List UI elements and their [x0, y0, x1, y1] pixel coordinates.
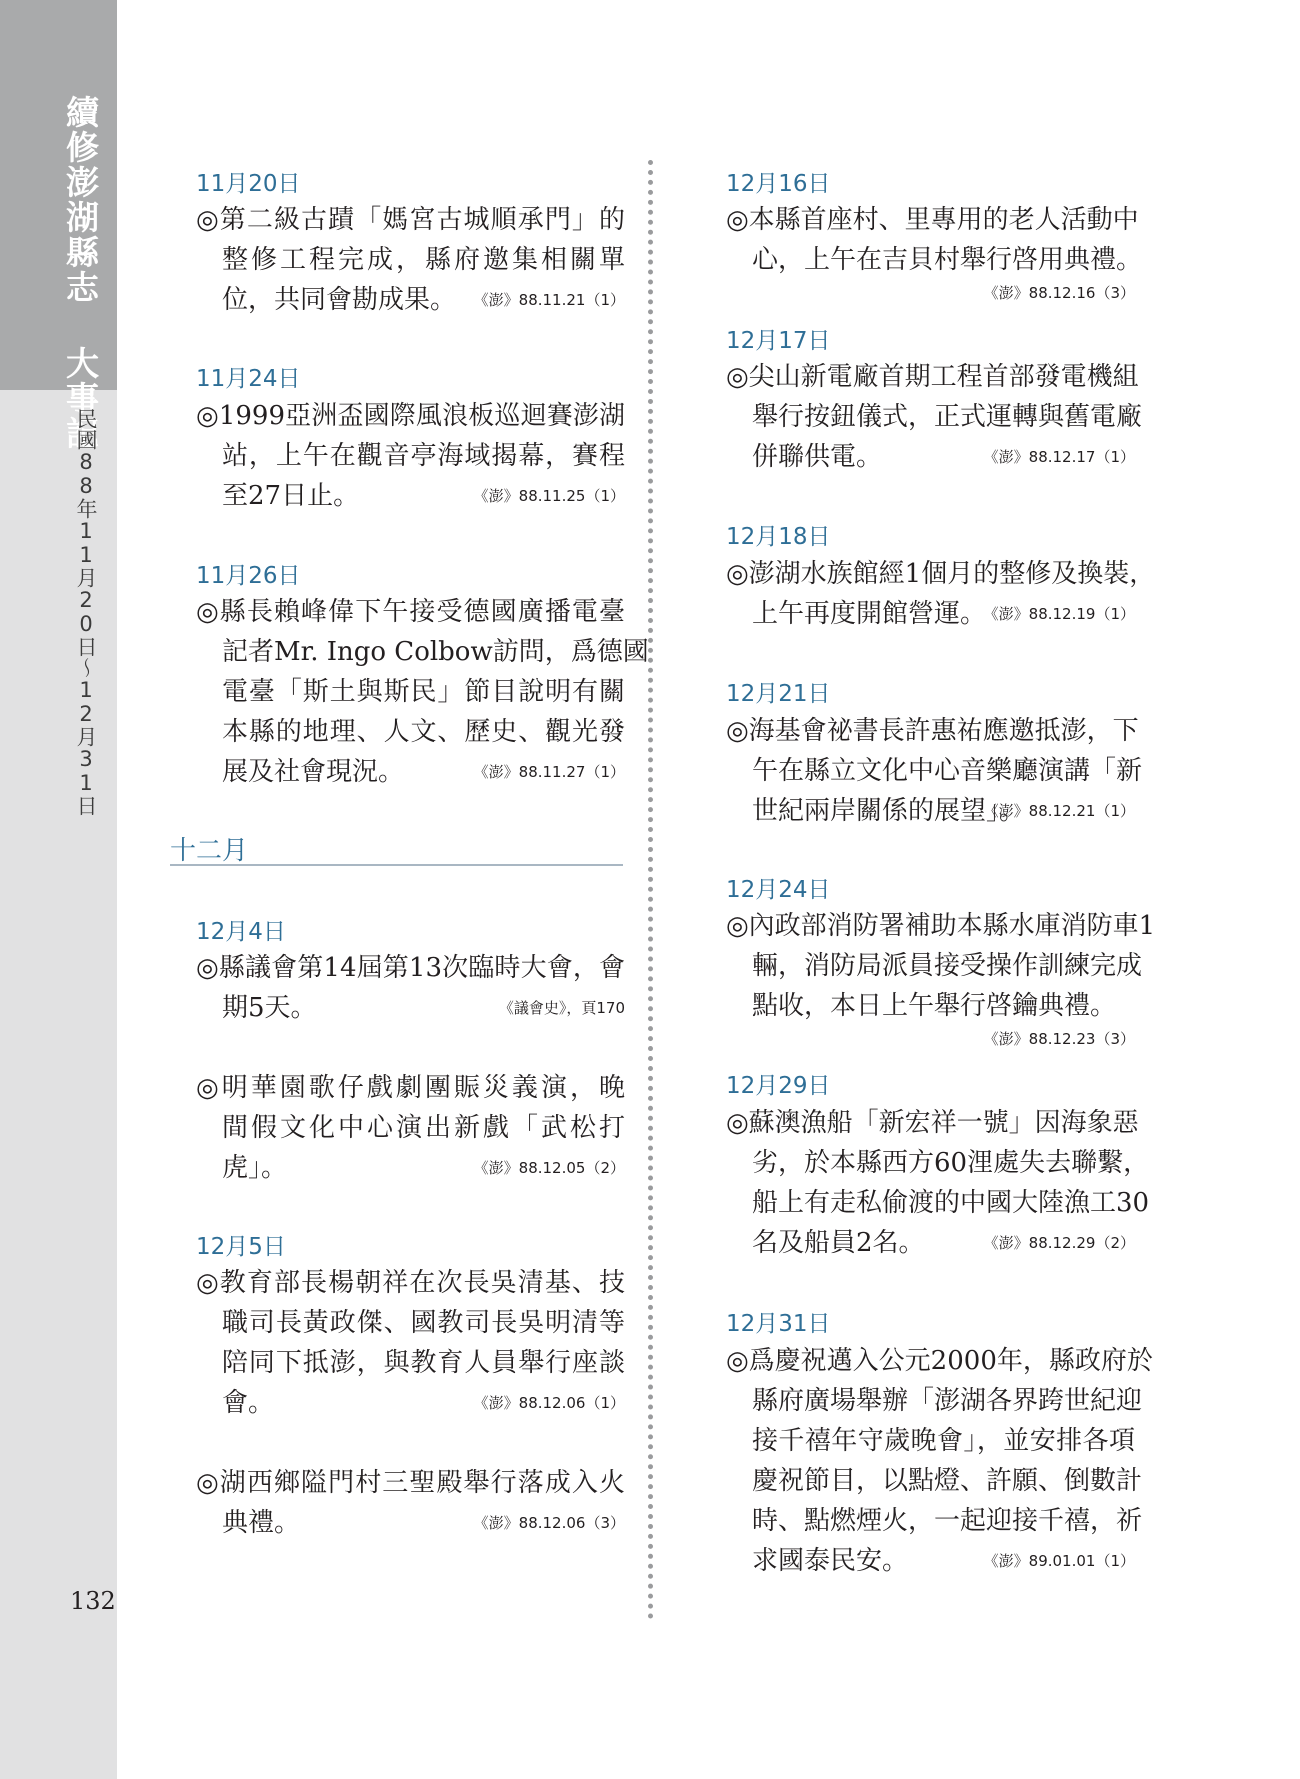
- book-title: 續修澎湖縣志 大事記: [61, 95, 100, 451]
- event-text-line: [196, 632, 649, 672]
- event-entry: [196, 592, 649, 792]
- event-text: ◎蘇澳漁船「新宏祥一號」因海象惡: [726, 1108, 1139, 1138]
- event-text-line: [726, 1223, 1135, 1263]
- event-text: 求國泰民安。: [752, 1546, 909, 1576]
- event-text-line: [726, 1143, 1150, 1183]
- event-text-line: [196, 1263, 625, 1303]
- event-text-line: [196, 396, 625, 436]
- source-citation: 《澎》88.12.29（2）: [983, 1234, 1135, 1252]
- event-text-line: [726, 240, 1143, 280]
- event-text: 劣，於本縣西方60浬處失去聯繫，: [752, 1148, 1150, 1178]
- event-text: 舉行按鈕儀式，正式運轉與舊電廠: [752, 402, 1143, 432]
- event-text-line: [196, 988, 625, 1028]
- sidebar: [0, 0, 117, 1779]
- date-heading: 12月24日: [726, 877, 831, 903]
- event-text-line: [726, 791, 1135, 831]
- event-text: 慶祝節目，以點燈、許願、倒數計: [752, 1466, 1143, 1496]
- date-heading: 12月31日: [726, 1311, 831, 1337]
- date-heading: 12月16日: [726, 171, 831, 197]
- event-text-line: [726, 1541, 1135, 1581]
- event-entry: [726, 1103, 1150, 1263]
- event-text-line: [726, 357, 1139, 397]
- event-entry: [726, 906, 1156, 1054]
- event-text: 典禮。: [222, 1508, 301, 1538]
- event-text: 展及社會現況。: [222, 757, 405, 787]
- page-number: 132: [70, 1587, 116, 1615]
- event-text: ◎第二級古蹟「媽宮古城順承門」的: [196, 205, 625, 235]
- source-citation: 《澎》88.12.06（3）: [473, 1514, 625, 1532]
- event-text-line: [196, 1148, 625, 1188]
- event-text: ◎教育部長楊朝祥在次長吳清基、技: [196, 1268, 625, 1298]
- event-text-line: [726, 1381, 1143, 1421]
- event-entry: [726, 554, 1156, 634]
- event-text: ◎內政部消防署補助本縣水庫消防車1: [726, 911, 1156, 941]
- event-text-line: [196, 1068, 625, 1108]
- event-text-line: [726, 200, 1139, 240]
- event-entry: [196, 1263, 625, 1423]
- event-text: 併聯供電。: [752, 442, 883, 472]
- source-citation: 《澎》88.12.21（1）: [983, 802, 1135, 820]
- event-text: 至27日止。: [222, 481, 360, 511]
- event-text: 點收，本日上午舉行啓鑰典禮。: [752, 991, 1117, 1021]
- event-text: ◎澎湖水族館經1個月的整修及換裝，: [726, 559, 1156, 589]
- month-heading: 十二月: [170, 836, 249, 866]
- event-text-line: [196, 240, 625, 280]
- date-heading: 12月29日: [726, 1073, 831, 1099]
- event-entry: [726, 200, 1143, 308]
- event-text: ◎1999亞洲盃國際風浪板巡迴賽澎湖: [196, 401, 625, 431]
- event-text: 接千禧年守歲晚會」，並安排各項: [752, 1426, 1135, 1456]
- event-text-line: [196, 712, 625, 752]
- event-text: ◎縣議會第14屆第13次臨時大會，會: [196, 953, 625, 983]
- event-text-line: [196, 592, 625, 632]
- event-entry: [726, 1341, 1153, 1581]
- event-text: 午在縣立文化中心音樂廳演講「新: [752, 756, 1143, 786]
- event-text-line: [726, 906, 1156, 946]
- event-text-line: [196, 476, 625, 516]
- event-text: ◎明華園歌仔戲劇團賑災義演，晚: [196, 1073, 625, 1103]
- event-text: 會。: [222, 1388, 275, 1418]
- event-text: 職司長黃政傑、國教司長吳明清等: [222, 1308, 625, 1338]
- event-text: 船上有走私偷渡的中國大陸漁工30: [752, 1188, 1150, 1218]
- event-text-line: [196, 436, 625, 476]
- event-text: ◎爲慶祝邁入公元2000年，縣政府於: [726, 1346, 1153, 1376]
- period-range: 民國88年11月20日〜12月31日: [74, 408, 98, 816]
- event-entry: [726, 711, 1143, 831]
- event-text-line: [726, 1183, 1150, 1223]
- date-heading: 12月5日: [196, 1234, 286, 1260]
- event-entry: [196, 1463, 625, 1543]
- date-heading: 11月26日: [196, 563, 301, 589]
- source-citation: 《澎》88.12.16（3）: [983, 284, 1135, 302]
- event-text-line: [196, 752, 625, 792]
- event-text-line: [726, 1501, 1143, 1541]
- event-text-line: [196, 1463, 625, 1503]
- date-heading: 12月4日: [196, 919, 286, 945]
- event-text-line: [726, 1103, 1139, 1143]
- event-entry: [196, 200, 625, 320]
- source-citation: 《澎》88.12.17（1）: [983, 448, 1135, 466]
- event-text-line: [196, 948, 625, 988]
- event-text-line: [196, 1108, 625, 1148]
- event-text: ◎尖山新電廠首期工程首部發電機組: [726, 362, 1139, 392]
- event-text: 上午再度開館營運。: [752, 599, 987, 629]
- source-citation: 《澎》88.12.19（1）: [983, 605, 1135, 623]
- source-citation: 《澎》88.11.27（1）: [473, 763, 625, 781]
- event-text: 站，上午在觀音亭海域揭幕，賽程: [222, 441, 625, 471]
- event-text-line: [196, 1343, 625, 1383]
- source-citation: 《議會史》，頁170: [498, 999, 625, 1017]
- event-text: 虎」。: [222, 1153, 288, 1183]
- event-text: ◎縣長賴峰偉下午接受德國廣播電臺: [196, 597, 625, 627]
- event-entry: [196, 1068, 625, 1188]
- event-text: 間假文化中心演出新戲「武松打: [222, 1113, 625, 1143]
- event-text-line: [726, 437, 1135, 477]
- event-text-line: [196, 280, 625, 320]
- event-text: 本縣的地理、人文、歷史、觀光發: [222, 717, 625, 747]
- date-heading: 11月20日: [196, 171, 301, 197]
- event-text: ◎本縣首座村、里專用的老人活動中: [726, 205, 1139, 235]
- event-text: 期5天。: [222, 993, 317, 1023]
- event-text-line: [726, 1341, 1153, 1381]
- event-text-line: [196, 1303, 625, 1343]
- event-entry: [196, 396, 625, 516]
- event-text-line: [196, 200, 625, 240]
- date-heading: 11月24日: [196, 366, 301, 392]
- event-text-line: [726, 1461, 1143, 1501]
- date-heading: 12月17日: [726, 328, 831, 354]
- event-text-line: [726, 751, 1143, 791]
- month-heading-rule: [170, 864, 623, 866]
- event-text-line: [196, 1383, 625, 1423]
- event-text-line: [196, 672, 625, 712]
- date-heading: 12月18日: [726, 524, 831, 550]
- event-text: 陪同下抵澎，與教育人員舉行座談: [222, 1348, 625, 1378]
- event-text: 時、點燃煙火，一起迎接千禧，祈: [752, 1506, 1143, 1536]
- event-text: 心，上午在吉貝村舉行啓用典禮。: [752, 245, 1143, 275]
- event-text: 記者Mr. Ingo Colbow訪問，爲德國: [222, 637, 649, 667]
- event-text: 整修工程完成，縣府邀集相關單: [222, 245, 625, 275]
- event-text: 縣府廣場舉辦「澎湖各界跨世紀迎: [752, 1386, 1143, 1416]
- event-text: 世紀兩岸關係的展望」。: [752, 796, 1026, 826]
- source-citation: 《澎》88.12.06（1）: [473, 1394, 625, 1412]
- source-citation: 《澎》88.11.25（1）: [473, 487, 625, 505]
- event-text: ◎海基會祕書長許惠祐應邀抵澎，下: [726, 716, 1139, 746]
- source-citation: 《澎》88.12.05（2）: [473, 1159, 625, 1177]
- event-text-line: [196, 1503, 625, 1543]
- event-text: 位，共同會勘成果。: [222, 285, 457, 315]
- event-text-line: [726, 397, 1143, 437]
- event-entry: [196, 948, 625, 1028]
- event-text: ◎湖西鄉隘門村三聖殿舉行落成入火: [196, 1468, 625, 1498]
- event-text: 名及船員2名。: [752, 1228, 925, 1258]
- column-divider: [648, 160, 653, 1620]
- date-heading: 12月21日: [726, 681, 831, 707]
- source-citation: 《澎》89.01.01（1）: [983, 1552, 1135, 1570]
- event-entry: [726, 357, 1143, 477]
- event-text-line: [726, 1421, 1135, 1461]
- event-text: 電臺「斯土與斯民」節目說明有關: [222, 677, 625, 707]
- source-citation: 《澎》88.11.21（1）: [473, 291, 625, 309]
- event-text: 輛，消防局派員接受操作訓練完成: [752, 951, 1143, 981]
- event-text-line: [726, 986, 1135, 1026]
- source-citation: 《澎》88.12.23（3）: [983, 1030, 1135, 1048]
- event-text-line: [726, 554, 1156, 594]
- event-text-line: [726, 946, 1143, 986]
- event-text-line: [726, 711, 1139, 751]
- event-text-line: [726, 594, 1135, 634]
